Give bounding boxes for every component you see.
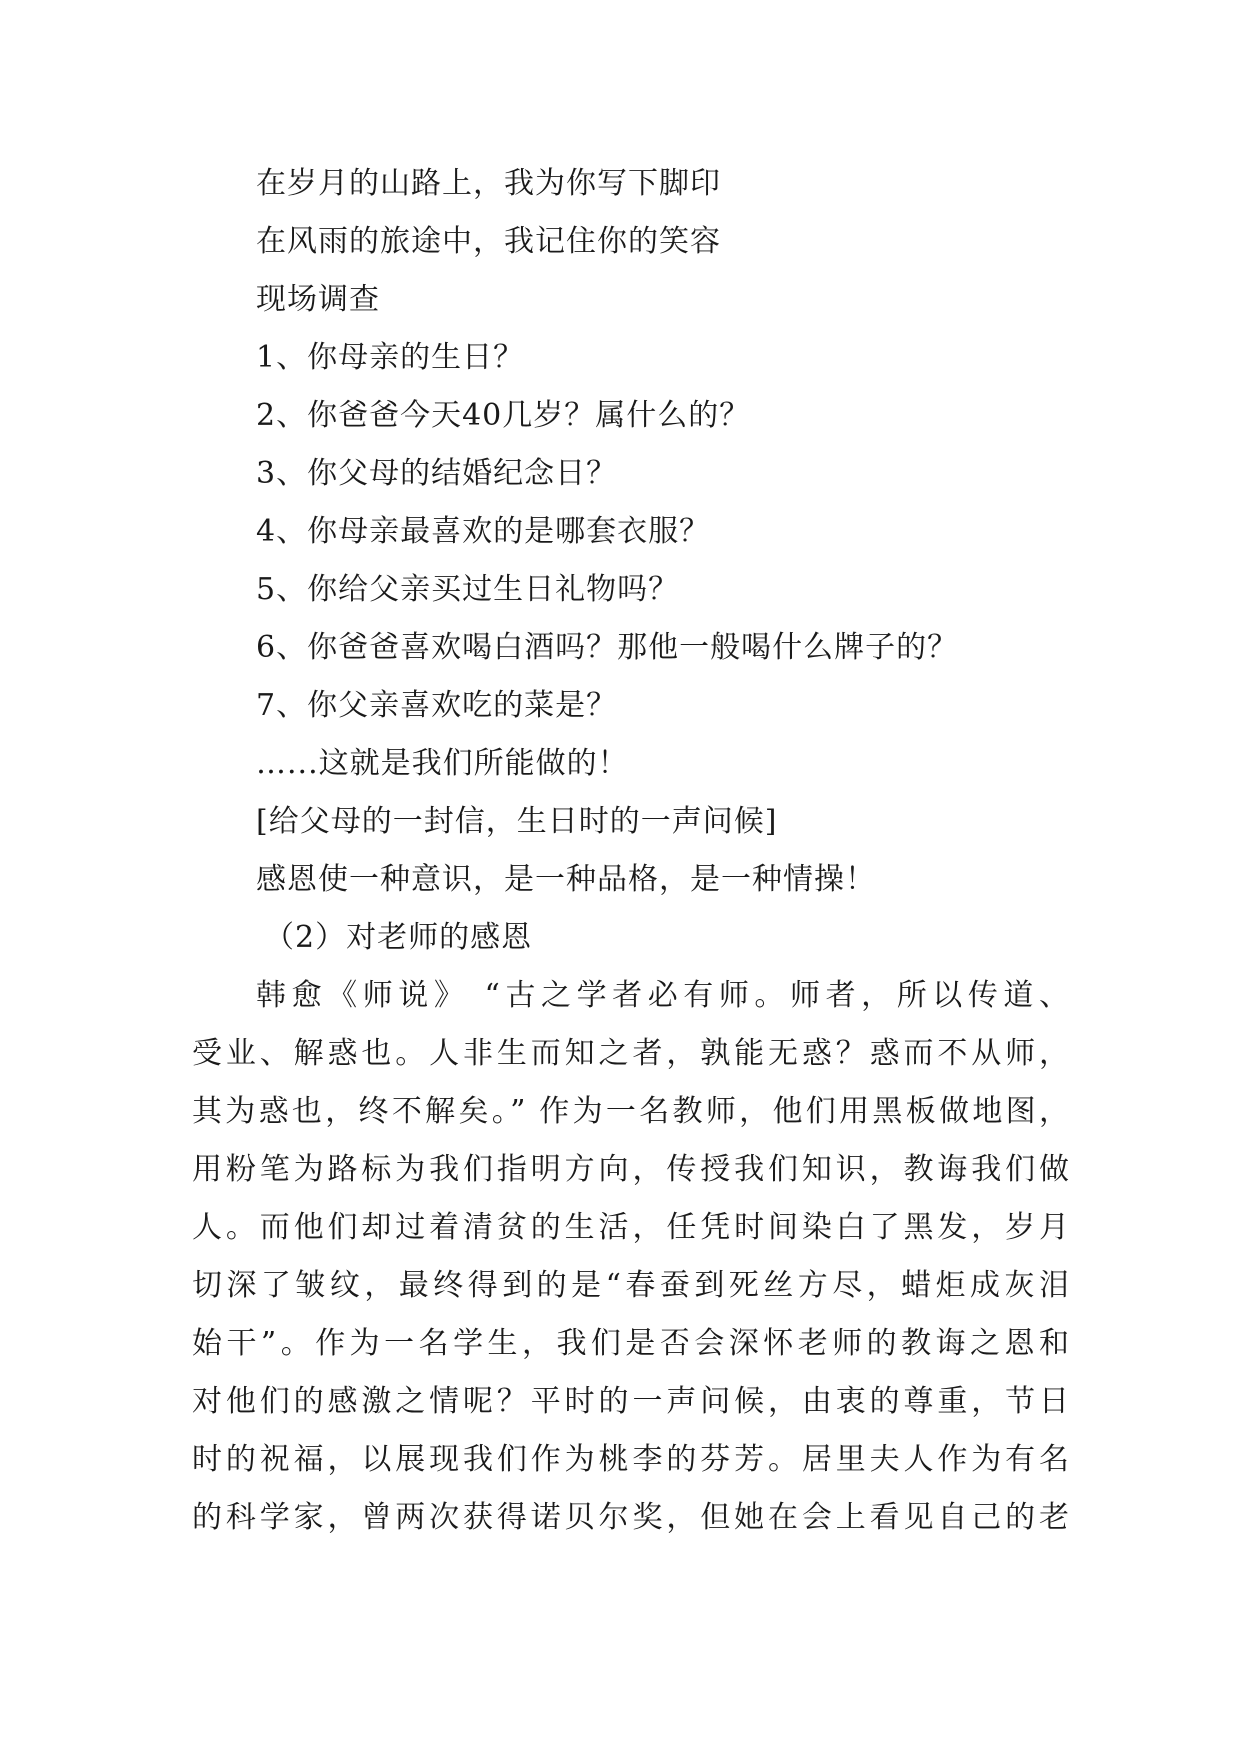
poem-line-1: 在岁月的山路上，我为你写下脚印	[256, 166, 721, 201]
survey-item-5: 5、你给父亲买过生日礼物吗？	[256, 572, 680, 607]
survey-item-6: 6、你爸爸喜欢喝白酒吗？那他一般喝什么牌子的？	[256, 630, 959, 665]
ellipsis-line: …...这就是我们所能做的！	[256, 746, 629, 781]
survey-item-7: 7、你父亲喜欢吃的菜是？	[256, 688, 618, 723]
summary-line: 感恩使一种意识，是一种品格，是一种情操！	[256, 862, 876, 897]
survey-heading: 现场调查	[256, 282, 380, 317]
survey-item-4: 4、你母亲最喜欢的是哪套衣服？	[256, 514, 711, 549]
paragraph-line-6: 切深了皱纹，最终得到的是“春蚕到死丝方尽，蜡炬成灰泪	[192, 1268, 1070, 1303]
paragraph-line-10: 的科学家，曾两次获得诺贝尔奖，但她在会上看见自己的老	[192, 1500, 1070, 1535]
paragraph-line-1: 韩愈《师说》 “古之学者必有师。师者，所以传道、	[256, 978, 1070, 1013]
paragraph-line-5: 人。而他们却过着清贫的生活，任凭时间染白了黑发，岁月	[192, 1210, 1070, 1245]
paragraph-line-2: 受业、解惑也。人非生而知之者，孰能无惑？惑而不从师，	[192, 1036, 1070, 1071]
section-heading: （2）对老师的感恩	[264, 920, 533, 955]
bracket-line: [给父母的一封信，生日时的一声问候]	[256, 804, 778, 839]
paragraph-line-8: 对他们的感激之情呢？平时的一声问候，由衷的尊重，节日	[192, 1384, 1070, 1419]
poem-line-2: 在风雨的旅途中，我记住你的笑容	[256, 224, 721, 259]
paragraph-line-7: 始干”。作为一名学生，我们是否会深怀老师的教诲之恩和	[192, 1326, 1070, 1361]
survey-item-1: 1、你母亲的生日？	[256, 340, 525, 375]
paragraph-line-4: 用粉笔为路标为我们指明方向，传授我们知识，教诲我们做	[192, 1152, 1070, 1187]
paragraph-line-9: 时的祝福，以展现我们作为桃李的芬芳。居里夫人作为有名	[192, 1442, 1070, 1477]
survey-item-3: 3、你父母的结婚纪念日？	[256, 456, 618, 491]
survey-item-2: 2、你爸爸今天40几岁？属什么的？	[256, 398, 751, 433]
paragraph-line-3: 其为惑也，终不解矣。” 作为一名教师，他们用黑板做地图，	[192, 1094, 1070, 1129]
